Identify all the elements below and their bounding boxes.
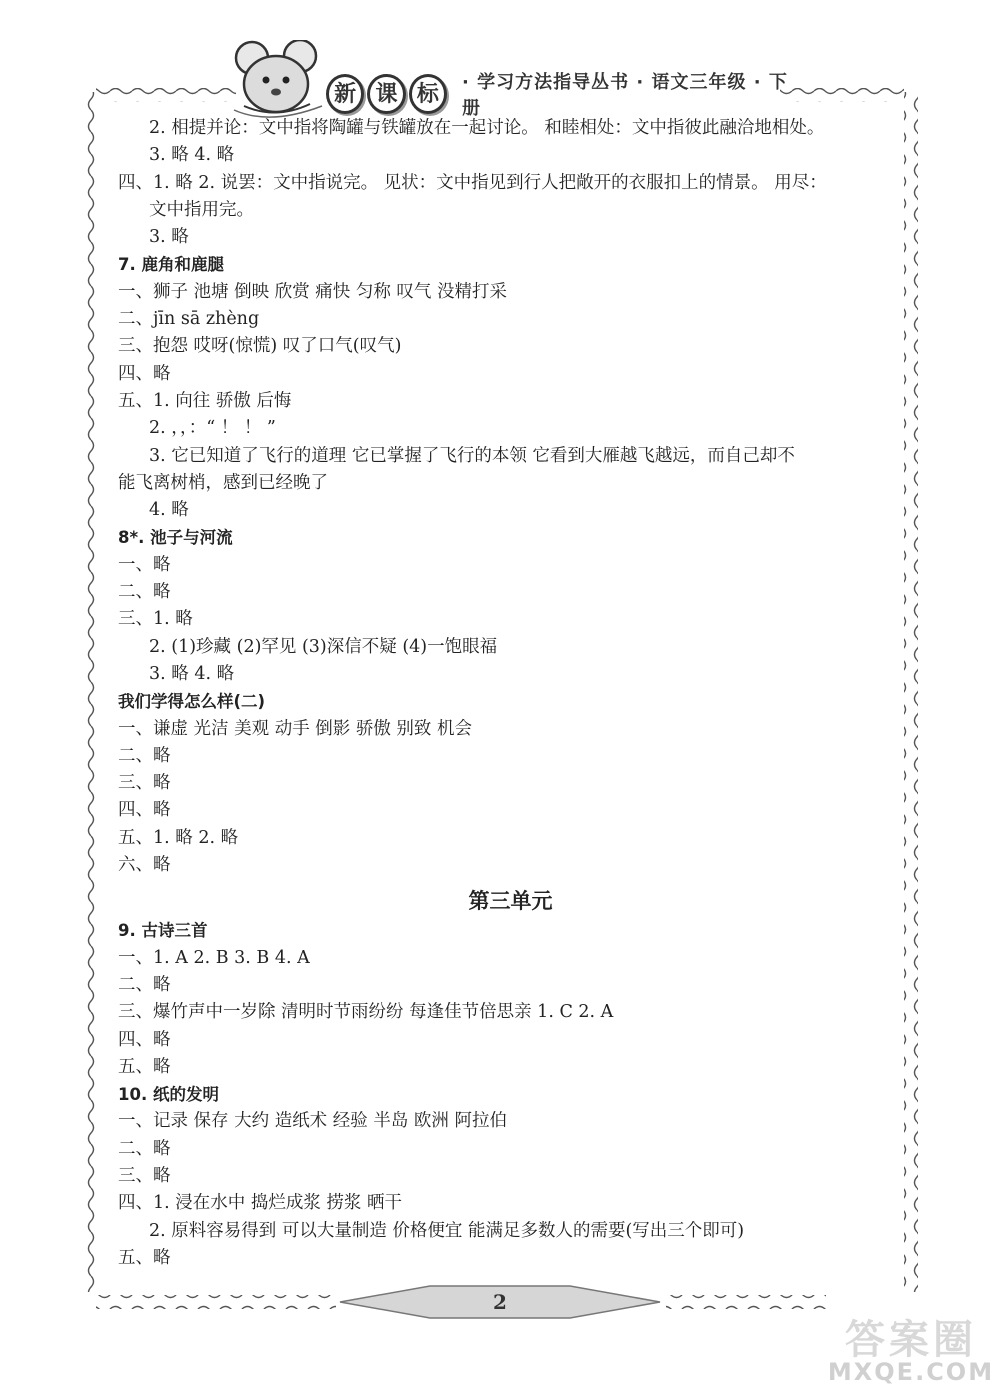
answer-line: 三、略 — [118, 773, 171, 794]
watermark — [822, 1300, 1000, 1392]
answer-content — [118, 115, 893, 1272]
answer-line: 四、1. 浸在水中 捣烂成浆 捞浆 晒干 — [118, 1193, 402, 1214]
lesson-heading: 10. 纸的发明 — [118, 1085, 219, 1105]
answer-line: 一、狮子 池塘 倒映 欣赏 痛快 匀称 叹气 没精打采 — [118, 281, 507, 302]
lesson-heading: 我们学得怎么样(二) — [118, 692, 266, 712]
watermark-url: MXQE.COM — [827, 1358, 995, 1386]
answer-line: 一、略 — [118, 554, 171, 575]
answer-line: 一、记录 保存 大约 造纸术 经验 半岛 欧洲 阿拉伯 — [118, 1111, 507, 1132]
lesson-heading: 8*. 池子与河流 — [118, 528, 233, 548]
answer-line: 3. 它已知道了飞行的道理 它已掌握了飞行的本领 它看到大雁越飞越远，而自己却不 — [149, 445, 795, 466]
answer-line: 3. 略 — [149, 227, 189, 248]
answer-line: 四、略 — [118, 1029, 171, 1050]
answer-line: 四、略 — [118, 363, 171, 384]
answer-line: 3. 略 4. 略 — [149, 663, 235, 684]
answer-line: 六、略 — [118, 855, 171, 876]
answer-line: 三、1. 略 — [118, 609, 193, 630]
watermark-text: 答案圈 — [845, 1317, 977, 1363]
mouse-mascot-icon — [230, 40, 326, 120]
answer-line: 四、略 — [118, 800, 171, 821]
brand-char: 新 — [326, 74, 364, 114]
brand-char: 标 — [409, 74, 447, 114]
answer-line: 一、谦虚 光洁 美观 动手 倒影 骄傲 别致 机会 — [118, 718, 472, 739]
answer-line: 4. 略 — [149, 500, 189, 521]
answer-line: 三、抱怨 哎呀(惊慌) 叹了口气(叹气) — [118, 336, 402, 357]
answer-line: 五、略 — [118, 1247, 171, 1268]
lesson-heading: 7. 鹿角和鹿腿 — [118, 255, 224, 275]
answer-line: 三、略 — [118, 1165, 171, 1186]
answer-line: 2. 相提并论：文中指将陶罐与铁罐放在一起讨论。 和睦相处：文中指彼此融洽地相处。 — [149, 118, 825, 138]
answer-line: 2. (1)珍藏 (2)罕见 (3)深信不疑 (4)一饱眼福 — [149, 636, 498, 657]
answer-line: 二、略 — [118, 745, 171, 766]
answer-line: 能飞离树梢，感到已经晚了 — [118, 472, 328, 493]
answer-line: 二、jīn sā zhèng — [118, 309, 260, 330]
series-subtitle: · 学习方法指导丛书 · 语文三年级 · 下册 — [462, 72, 788, 119]
page-header — [230, 40, 790, 120]
answer-line: 二、略 — [118, 1138, 171, 1159]
answer-line: 二、略 — [118, 582, 171, 603]
answer-line: 一、1. A 2. B 3. B 4. A — [118, 947, 310, 968]
answer-line: 2. ，，：“ ！ ！ ” — [149, 418, 276, 439]
answer-line: 文中指用完。 — [149, 199, 254, 220]
series-brand — [326, 68, 790, 120]
brand-char: 课 — [367, 74, 405, 114]
answer-line: 五、1. 向往 骄傲 后悔 — [118, 390, 292, 411]
answer-line: 2. 原料容易得到 可以大量制造 价格便宜 能满足多数人的需要(写出三个即可) — [149, 1220, 745, 1241]
answer-line: 五、略 — [118, 1056, 171, 1077]
answer-line: 五、1. 略 2. 略 — [118, 827, 239, 848]
lesson-heading: 9. 古诗三首 — [118, 921, 208, 941]
answer-line: 四、1. 略 2. 说罢：文中指说完。 见状：文中指见到行人把敞开的衣服扣上的情景。 用尽： — [118, 172, 827, 193]
answer-line: 3. 略 4. 略 — [149, 145, 235, 166]
unit-title: 第三单元 — [468, 889, 553, 914]
answer-line: 二、略 — [118, 974, 171, 995]
answer-line: 三、爆竹声中一岁除 清明时节雨纷纷 每逢佳节倍思亲 1. C 2. A — [118, 1002, 614, 1023]
page-number: 2 — [493, 1290, 507, 1314]
